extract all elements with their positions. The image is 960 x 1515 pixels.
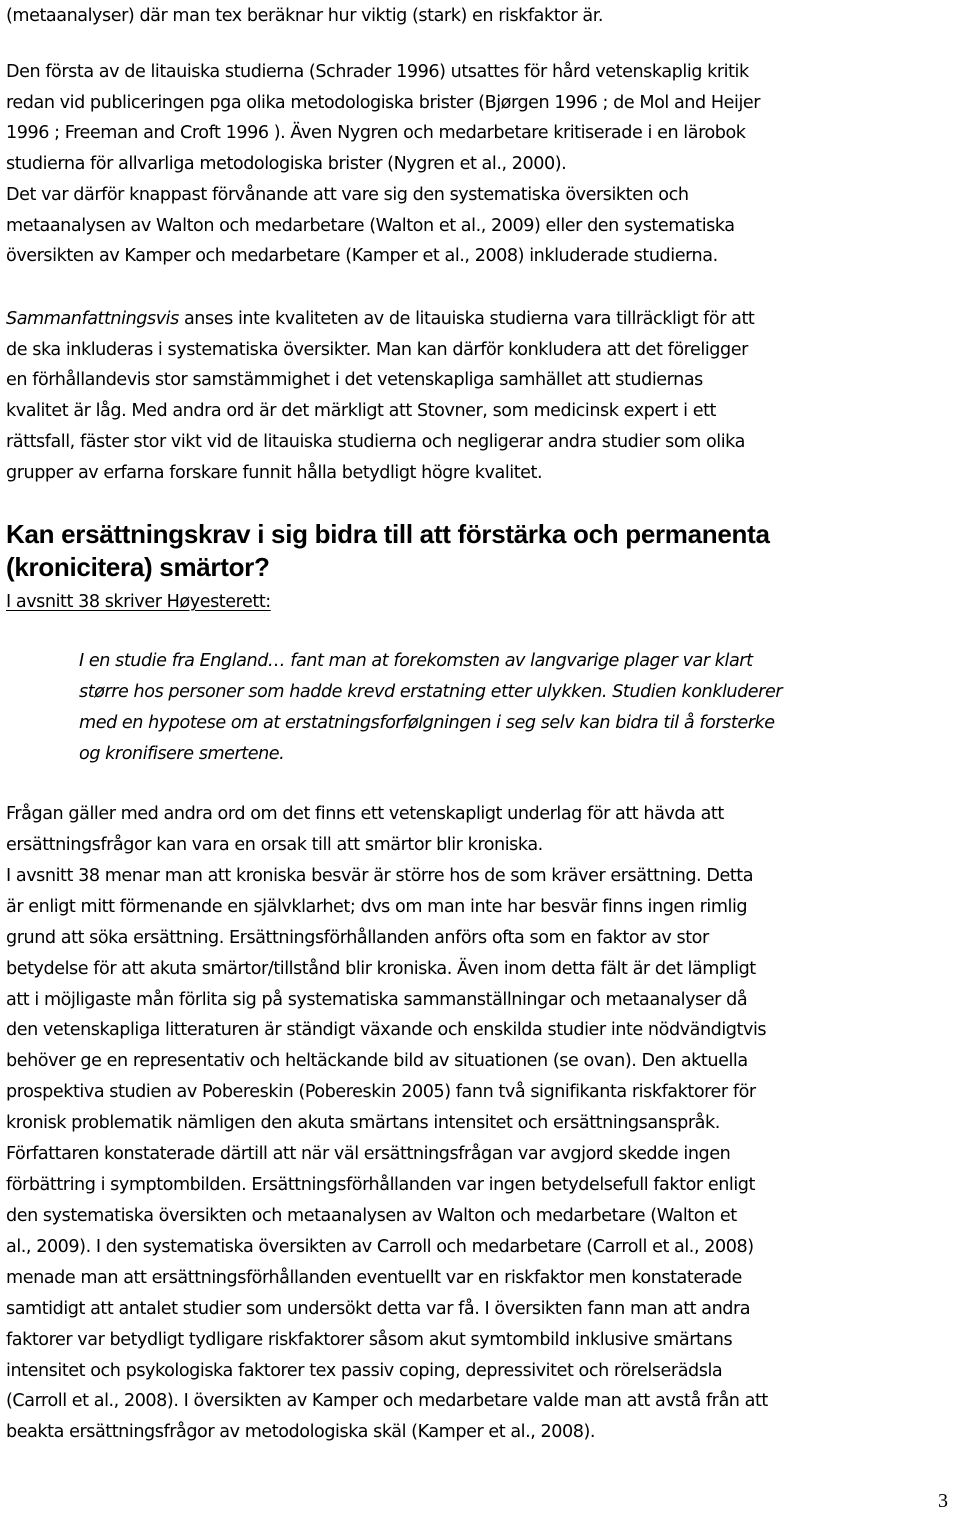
text-line: att i möjligaste mån förlita sig på systematiska sammanställningar och metaanalyser då <box>6 990 748 1010</box>
text-line: studierna för allvarliga metodologiska brister (Nygren et al., 2000). <box>6 154 567 174</box>
text-line: 1996 ; Freeman and Croft 1996 ). Även Nygren och medarbetare kritiserade i en lärobok <box>6 123 746 143</box>
quote-line: større hos personer som hadde krevd erstatning etter ulykken. Studien konkluderer <box>79 682 783 702</box>
text-line: den vetenskapliga litteraturen är ständigt växande och enskilda studier inte nödvändigtvis <box>6 1020 767 1040</box>
text-line: rättsfall, fäster stor vikt vid de litauiska studierna och negligerar andra studier som olika <box>6 432 745 452</box>
text-line: behöver ge en representativ och heltäckande bild av situationen (se ovan). Den aktuella <box>6 1051 748 1071</box>
text-line: metaanalysen av Walton och medarbetare (Walton et al., 2009) eller den systematiska <box>6 216 735 236</box>
quote-line: og kronifisere smertene. <box>79 744 285 764</box>
text-line: I avsnitt 38 menar man att kroniska besvär är större hos de som kräver ersättning. Detta <box>6 866 754 886</box>
summary-first-rest: anses inte kvaliteten av de litauiska studierna vara tillräckligt för att <box>178 309 755 329</box>
summary-first-line <box>6 304 754 334</box>
text-line: al., 2009). I den systematiska översikten av Carroll och medarbetare (Carroll et al., 2008) <box>6 1237 754 1257</box>
text-line: samtidigt att antalet studier som undersökt detta var få. I översikten fann man att andra <box>6 1299 751 1319</box>
text-line: Frågan gäller med andra ord om det finns ett vetenskapligt underlag för att hävda att <box>6 804 724 824</box>
text-line: betydelse för att akuta smärtor/tillstånd blir kroniska. Även inom detta fält är det lämpligt <box>6 959 756 979</box>
section-heading-line: Kan ersättningskrav i sig bidra till att förstärka och permanenta <box>6 519 770 549</box>
text-line: översikten av Kamper och medarbetare (Kamper et al., 2008) inkluderade studierna. <box>6 246 718 266</box>
text-line: de ska inkluderas i systematiska översikter. Man kan därför konkludera att det föreligger <box>6 340 748 360</box>
text-line: ersättningsfrågor kan vara en orsak till att smärtor blir kroniska. <box>6 835 543 855</box>
text-line: kronisk problematik nämligen den akuta smärtans intensitet och ersättningsanspråk. <box>6 1113 720 1133</box>
section-heading-line: (kronicitera) smärtor? <box>6 552 270 582</box>
text-line: kvalitet är låg. Med andra ord är det märkligt att Stovner, som medicinsk expert i ett <box>6 401 716 421</box>
summary-first-word: Sammanfattningsvis <box>6 309 179 329</box>
text-line: Det var därför knappast förvånande att vare sig den systematiska översikten och <box>6 185 689 205</box>
text-line: en förhållandevis stor samstämmighet i det vetenskapliga samhället att studiernas <box>6 370 703 390</box>
quote-line: med en hypotese om at erstatningsforfølgningen i seg selv kan bidra til å forsterke <box>79 713 775 733</box>
text-line: förbättring i symptombilden. Ersättningsförhållanden var ingen betydelsefull faktor enligt <box>6 1175 755 1195</box>
quote-line: I en studie fra England… fant man at forekomsten av langvarige plager var klart <box>79 651 753 671</box>
intro-line: I avsnitt 38 skriver Høyesterett: <box>6 592 271 612</box>
text-line: Författaren konstaterade därtill att när väl ersättningsfrågan var avgjord skedde ingen <box>6 1144 731 1164</box>
text-line: prospektiva studien av Pobereskin (Pobereskin 2005) fann två signifikanta riskfaktorer för <box>6 1082 756 1102</box>
text-line: intensitet och psykologiska faktorer tex passiv coping, depressivitet och rörelserädsla <box>6 1361 723 1381</box>
page-number: 3 <box>938 1490 948 1512</box>
text-line: Den första av de litauiska studierna (Schrader 1996) utsattes för hård vetenskaplig kritik <box>6 62 749 82</box>
text-line: (Carroll et al., 2008). I översikten av Kamper och medarbetare valde man att avstå från att <box>6 1391 768 1411</box>
text-line: menade man att ersättningsförhållanden eventuellt var en riskfaktor men konstaterade <box>6 1268 742 1288</box>
text-line: redan vid publiceringen pga olika metodologiska brister (Bjørgen 1996 ; de Mol and Heijer <box>6 93 761 113</box>
text-line: faktorer var betydligt tydligare riskfaktorer såsom akut symtombild inklusive smärtans <box>6 1330 733 1350</box>
text-line: beakta ersättningsfrågor av metodologiska skäl (Kamper et al., 2008). <box>6 1422 596 1442</box>
text-line: grupper av erfarna forskare funnit hålla betydligt högre kvalitet. <box>6 463 543 483</box>
text-line: grund att söka ersättning. Ersättningsförhållanden anförs ofta som en faktor av stor <box>6 928 709 948</box>
text-line: är enligt mitt förmenande en självklarhet; dvs om man inte har besvär finns ingen rimlig <box>6 897 748 917</box>
text-line: den systematiska översikten och metaanalysen av Walton och medarbetare (Walton et <box>6 1206 737 1226</box>
text-line: (metaanalyser) där man tex beräknar hur viktig (stark) en riskfaktor är. <box>6 6 604 26</box>
